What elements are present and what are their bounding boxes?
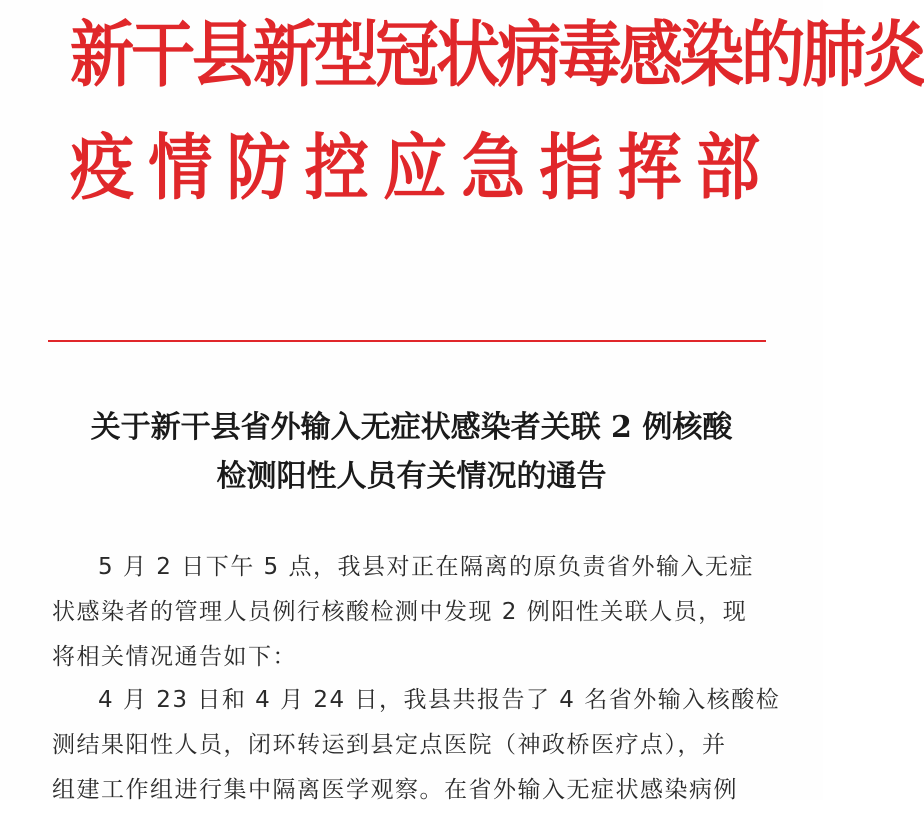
paragraph-2 (52, 678, 781, 813)
paragraph-line: 状感染者的管理人员例行核酸检测中发现 2 例阳性关联人员，现 (52, 599, 748, 625)
letterhead-line-1 (70, 14, 924, 105)
paragraph-1 (52, 545, 774, 680)
letterhead-text-1: 新干县新型冠状病毒感染的肺炎 (70, 14, 924, 98)
paragraph-line: 将相关情况通告如下： (52, 644, 297, 670)
paragraph-line: 组建工作组进行集中隔离医学观察。在省外输入无症状感染病例 (52, 777, 738, 803)
notice-title-line-2: 检测阳性人员有关情况的通告 (216, 459, 607, 494)
paragraph-line: 测结果阳性人员，闭环转运到县定点医院（神政桥医疗点），并 (52, 732, 727, 758)
red-divider-rule (48, 340, 766, 342)
paragraph-line: 4 月 23 日和 4 月 24 日，我县共报告了 4 名省外输入核酸检 (98, 687, 781, 713)
letterhead-char: 部 (696, 127, 760, 211)
letterhead-char: 指 (539, 127, 604, 211)
letterhead-char: 挥 (617, 127, 682, 211)
letterhead-char: 情 (148, 127, 213, 211)
letterhead-char: 急 (461, 127, 526, 211)
notice-title-line-1: 关于新干县省外输入无症状感染者关联 2 例核酸 (90, 410, 733, 445)
letterhead-char: 控 (304, 127, 369, 211)
letterhead-line-2 (70, 127, 760, 218)
letterhead-char: 疫 (70, 127, 134, 211)
paragraph-line: 5 月 2 日下午 5 点，我县对正在隔离的原负责省外输入无症 (98, 554, 754, 580)
letterhead-char: 防 (226, 127, 291, 211)
letterhead-char: 应 (383, 127, 447, 211)
